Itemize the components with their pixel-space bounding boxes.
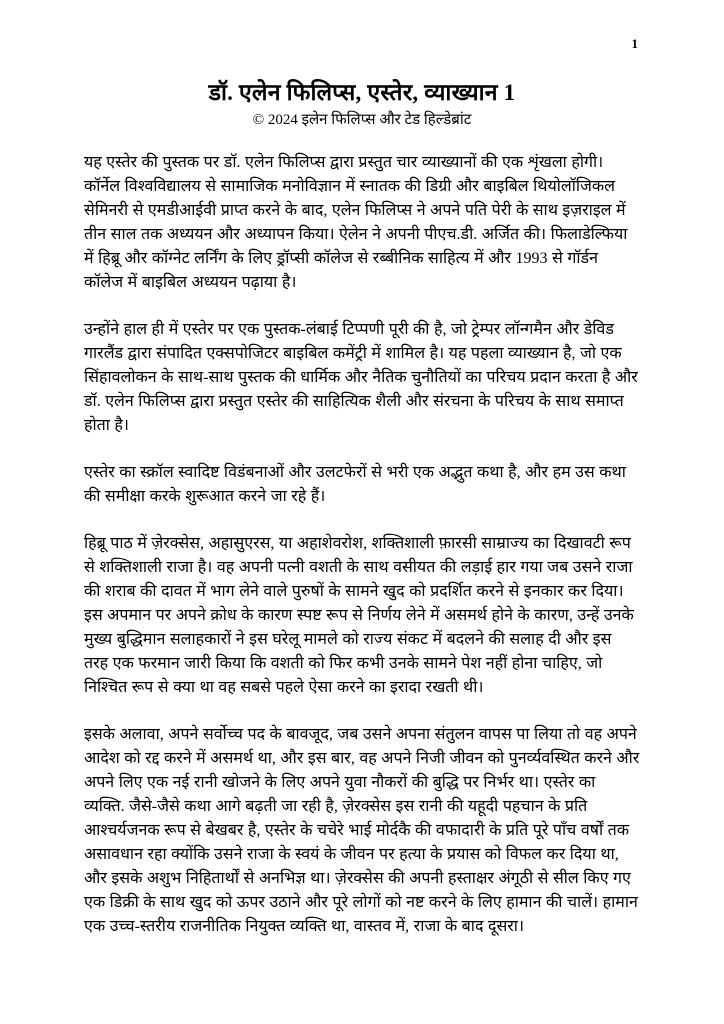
- paragraph-xerxes-vashti: हिब्रू पाठ में ज़ेरक्सेस, अहासुएरस, या अहाशेवरोश, शक्तिशाली फ़ारसी साम्राज्य का दिखावटी रूप से शक्तिशाली राजा है। वह अपनी पत्नी वशती के साथ वसीयत की लड़ाई हार गया जब उसने राजा की शराब की दावत में भाग लेने वाले पुरुषों के सामने खुद को प्रदर्शित करने से इनकार कर दिया। इस अपमान पर अपने क्रोध के कारण स्पष्ट रूप से निर्णय लेने में असमर्थ होने के कारण, उन्हें उनके मुख्य बुद्धिमान सलाहकारों ने इस घरेलू मामले को राज्य संकट में बदलने की सलाह दी और इस तरह एक फरमान जारी किया कि वशती को फिर कभी उनके सामने पेश नहीं होना चाहिए, जो निश्चित रूप से क्या था वह सबसे पहले ऐसा करने का इरादा रखती थी।: [84, 535, 634, 697]
- paragraph-intro-speaker: यह एस्तेर की पुस्तक पर डॉ. एलेन फिलिप्स द्वारा प्रस्तुत चार व्याख्यानों की एक शृंखला होगी। कॉर्नेल विश्वविद्यालय से सामाजिक मनोविज्ञान में स्नातक की डिग्री और बाइबिल थियोलॉजिकल सेमिनरी से एमडीआईवी प्राप्त करने के बाद, एलेन फिलिप्स ने अपने पति पेरी के साथ इज़राइल में तीन साल तक अध्ययन और अध्यापन किया। ऐलेन ने अपनी पीएच.डी. अर्जित की। फिलाडेल्फिया में हिब्रू और कॉग्नेट लर्निंग के लिए ड्रॉप्सी कॉलेज से रब्बीनिक साहित्य में और 1993 से गॉर्डन कॉलेज में बाइबिल अध्ययन पढ़ाया है।: [84, 154, 628, 292]
- document-title: डॉ. एलेन फिलिप्स, एस्तेर, व्याख्यान 1: [208, 80, 516, 105]
- paragraph-commentary-overview: उन्होंने हाल ही में एस्तेर पर एक पुस्तक-लंबाई टिप्पणी पूरी की है, जो ट्रेम्पर लॉन्गमैन और डेविड गारलैंड द्वारा संपादित एक्सपोजिटर बाइबिल कमेंट्री में शामिल है। यह पहला व्याख्यान है, जो एक सिंहावलोकन के साथ-साथ पुस्तक की धार्मिक और नैतिक चुनौतियों का परिचय प्रदान करता है और डॉ. एलेन फिलिप्स द्वारा प्रस्तुत एस्तेर की साहित्यिक शैली और संरचना के परिचय के साथ समाप्त होता है।: [84, 321, 638, 435]
- paragraph-scroll-intro: एस्तेर का स्क्रॉल स्वादिष्ट विडंबनाओं और उलटफेरों से भरी एक अद्भुत कथा है, और हम उस कथा की समीक्षा करके शुरूआत करने जा रहे हैं।: [84, 464, 626, 506]
- document-header: [84, 80, 640, 129]
- copyright-line: © 2024 इलेन फिलिप्स और टेड हिल्डेब्रांट: [252, 112, 472, 129]
- paragraph-esther-haman: इसके अलावा, अपने सर्वोच्च पद के बावजूद, जब उसने अपना संतुलन वापस पा लिया तो वह अपने आदेश को रद्द करने में असमर्थ था, और इस बार, वह अपने निजी जीवन को पुनर्व्यवस्थित करने और अपने लिए एक नई रानी खोजने के लिए अपने युवा नौकरों की बुद्धि पर निर्भर था। एस्तेर का व्यक्ति. जैसे-जैसे कथा आगे बढ़ती जा रही है, ज़ेरक्सेस इस रानी की यहूदी पहचान के प्रति आश्चर्यजनक रूप से बेखबर है, एस्तेर के चचेरे भाई मोर्दकै की वफादारी के प्रति पूरे पाँच वर्षों तक असावधान रहा क्योंकि उसने राजा के स्वयं के जीवन पर हत्या के प्रयास को विफल कर दिया था, और इसके अशुभ निहितार्थों से अनभिज्ञ था। ज़ेरक्सेस की अपनी हस्ताक्षर अंगूठी से सील किए गए एक डिक्री के साथ खुद को ऊपर उठाने और पूरे लोगों को नष्ट करने के लिए हामान की चालें। हामान एक उच्च-स्तरीय राजनीतिक नियुक्त व्यक्ति था, वास्तव में, राजा के बाद दूसरा।: [84, 726, 640, 936]
- page-number: 1: [631, 36, 638, 51]
- document-body: [84, 151, 640, 939]
